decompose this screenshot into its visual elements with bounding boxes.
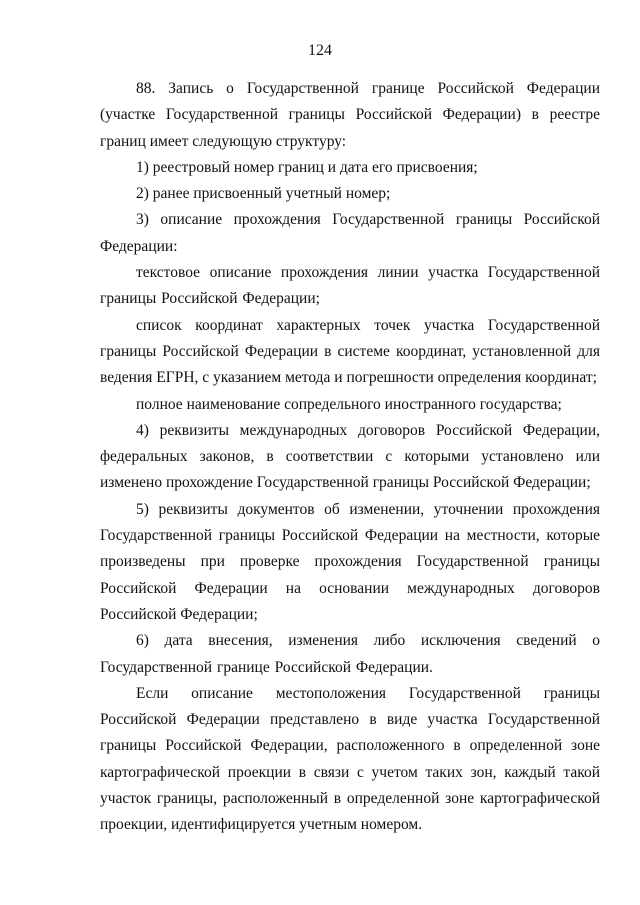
- list-item-3: 3) описание прохождения Государственной границы Российской Федерации:: [100, 211, 600, 255]
- list-item-5: 5) реквизиты документов об изменении, уточнении прохождения Государственной границы Российской Федерации на местности, которые произведены при проверке прохождения Государственной границы Российской Федерации на основании международных договоров Российской Федерации;: [100, 500, 600, 623]
- list-item-6: 6) дата внесения, изменения либо исключения сведений о Государственной границе Российской Федерации.: [100, 632, 600, 676]
- list-item-2: 2) ранее присвоенный учетный номер;: [136, 185, 391, 203]
- list-item-3-text-description: текстовое описание прохождения линии участка Государственной границы Российской Федерации;: [100, 264, 600, 308]
- page-number: 124: [308, 42, 332, 59]
- paragraph-88-intro: 88. Запись о Государственной границе Российской Федерации (участке Государственной границы Российской Федерации) в реестре границ имеет следующую структуру:: [100, 80, 600, 150]
- document-body: [100, 76, 600, 839]
- list-item-4: 4) реквизиты международных договоров Российской Федерации, федеральных законов, в соответствии с которыми установлено или изменено прохождение Государственной границы Российской Федерации;: [100, 421, 600, 492]
- list-item-3-neighbor-state: полное наименование сопредельного иностранного государства;: [136, 395, 562, 413]
- paragraph-zone-description: Если описание местоположения Государственной границы Российской Федерации представлено в виде участка Государственной границы Российской Федерации, расположенного в определенной зоне картографической проекции в связи с учетом таких зон, каждый такой участок границы, расположенный в определенной зоне картографической проекции, идентифицируется учетным номером.: [100, 684, 600, 834]
- list-item-3-coordinates: список координат характерных точек участка Государственной границы Российской Федерации в системе координат, установленной для ведения ЕГРН, с указанием метода и погрешности определения координат;: [100, 316, 600, 387]
- list-item-1: 1) реестровый номер границ и дата его присвоения;: [136, 158, 478, 176]
